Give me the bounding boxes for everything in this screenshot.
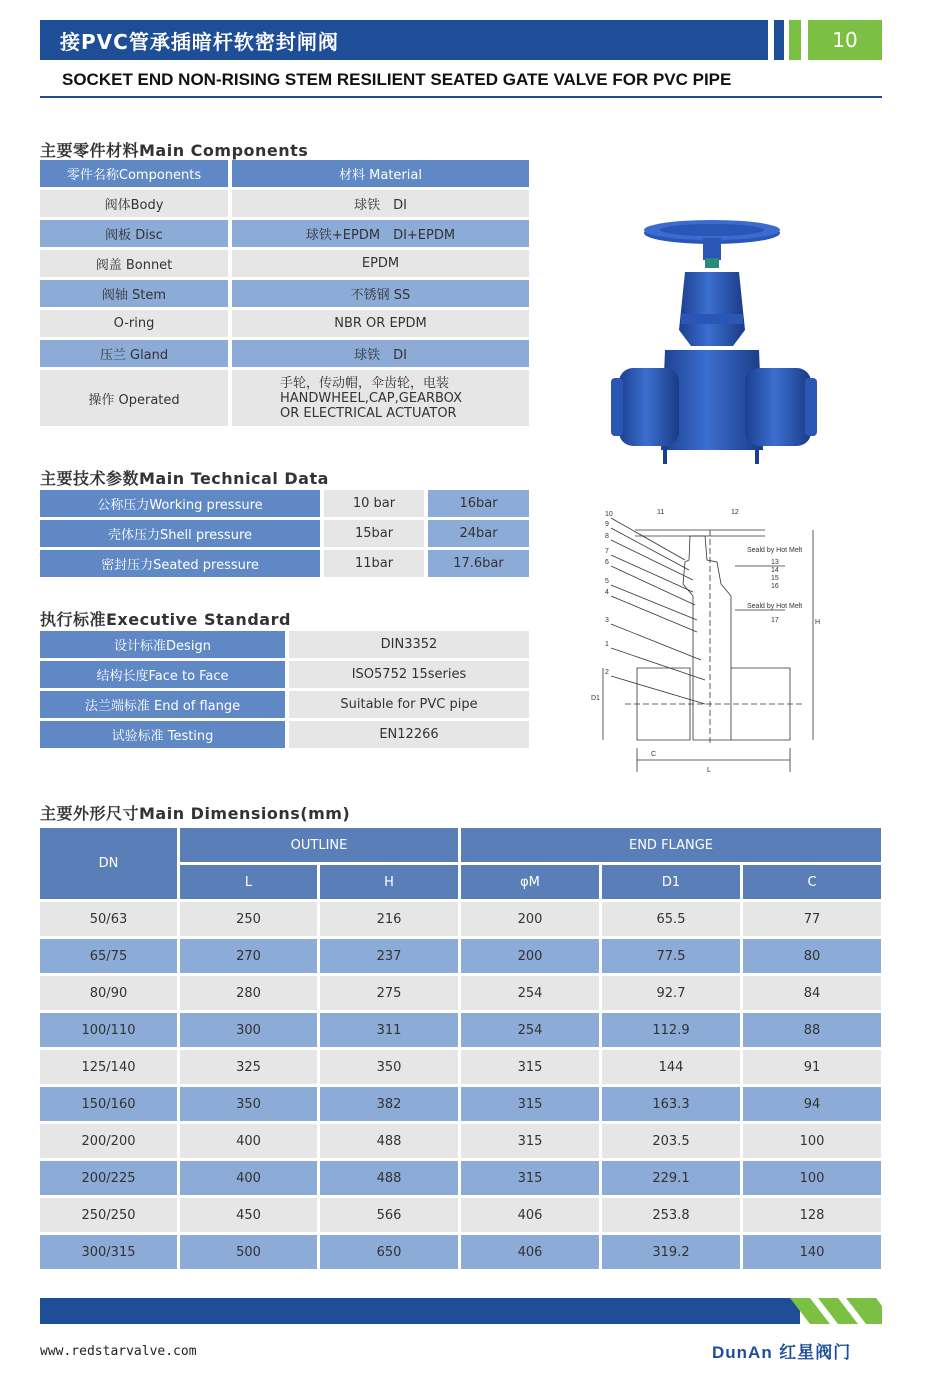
dim-cell: 128 bbox=[743, 1198, 881, 1232]
drawing-label: 10 bbox=[605, 511, 613, 518]
component-material: 球铁 DI bbox=[232, 190, 529, 217]
dim-cell: 77.5 bbox=[602, 939, 743, 973]
component-material: 不锈钢 SS bbox=[232, 280, 529, 307]
table-row bbox=[40, 1235, 881, 1269]
dim-cell: 488 bbox=[320, 1124, 461, 1158]
dim-cell: 325 bbox=[180, 1050, 320, 1084]
header-stripe bbox=[774, 20, 784, 60]
brand-name-cn: 红星阀门 bbox=[779, 1343, 852, 1362]
dim-header-flange: END FLANGE bbox=[461, 828, 881, 862]
brand-logo bbox=[712, 1338, 851, 1364]
dim-cell: 84 bbox=[743, 976, 881, 1010]
standard-title: 执行标准Executive Standard bbox=[40, 610, 291, 629]
drawing-label: 9 bbox=[605, 521, 609, 528]
dim-cell: 315 bbox=[461, 1050, 602, 1084]
dim-cell: 319.2 bbox=[602, 1235, 743, 1269]
tech-value: 16bar bbox=[428, 490, 529, 517]
technical-title: 主要技术参数Main Technical Data bbox=[40, 469, 329, 488]
drawing-label: 3 bbox=[605, 617, 609, 624]
standard-item: 法兰端标准 End of flange bbox=[40, 691, 289, 718]
dim-cell: 150/160 bbox=[40, 1087, 180, 1121]
tech-param: 密封压力Seated pressure bbox=[40, 550, 324, 577]
footer-website-link[interactable]: www.redstarvalve.com bbox=[40, 1344, 197, 1359]
drawing-label: 15 bbox=[771, 575, 779, 582]
dim-cell: 112.9 bbox=[602, 1013, 743, 1047]
component-name: 阀盖 Bonnet bbox=[40, 250, 232, 277]
page-subtitle: SOCKET END NON-RISING STEM RESILIENT SEATED GATE VALVE FOR PVC PIPE bbox=[62, 70, 732, 89]
dim-cell: 315 bbox=[461, 1087, 602, 1121]
dim-cell: 253.8 bbox=[602, 1198, 743, 1232]
drawing-label: 11 bbox=[657, 509, 665, 516]
component-material: EPDM bbox=[232, 250, 529, 277]
drawing-label: 1 bbox=[605, 641, 609, 648]
drawing-label: 4 bbox=[605, 589, 609, 596]
operated-line: HANDWHEEL,CAP,GEARBOX bbox=[280, 390, 462, 406]
standard-item: 试验标准 Testing bbox=[40, 721, 289, 748]
dim-cell: 163.3 bbox=[602, 1087, 743, 1121]
dim-cell: 566 bbox=[320, 1198, 461, 1232]
dim-cell: 254 bbox=[461, 1013, 602, 1047]
dim-cell: 406 bbox=[461, 1198, 602, 1232]
dim-subheader: L bbox=[180, 865, 320, 899]
dim-cell: 91 bbox=[743, 1050, 881, 1084]
component-name: O-ring bbox=[40, 310, 232, 337]
dim-cell: 406 bbox=[461, 1235, 602, 1269]
dim-cell: 94 bbox=[743, 1087, 881, 1121]
dim-cell: 300/315 bbox=[40, 1235, 180, 1269]
tech-param: 壳体压力Shell pressure bbox=[40, 520, 324, 547]
standard-value: DIN3352 bbox=[289, 631, 529, 658]
drawing-label: 14 bbox=[771, 567, 779, 574]
drawing-dim: C bbox=[651, 751, 657, 758]
components-header: 材料 Material bbox=[232, 160, 529, 187]
footer-stripes-icon bbox=[790, 1298, 882, 1324]
dim-cell: 300 bbox=[180, 1013, 320, 1047]
table-row bbox=[40, 1013, 881, 1047]
component-name: 阀板 Disc bbox=[40, 220, 232, 247]
dim-cell: 250 bbox=[180, 902, 320, 936]
components-title: 主要零件材料Main Components bbox=[40, 141, 309, 160]
table-row bbox=[40, 1050, 881, 1084]
component-name: 压兰 Gland bbox=[40, 340, 232, 367]
component-material: 球铁+EPDM DI+EPDM bbox=[232, 220, 529, 247]
dim-cell: 350 bbox=[180, 1087, 320, 1121]
header-stripe bbox=[789, 20, 801, 60]
dim-cell: 250/250 bbox=[40, 1198, 180, 1232]
tech-value: 11bar bbox=[324, 550, 428, 577]
operated-line: OR ELECTRICAL ACTUATOR bbox=[280, 405, 457, 421]
dim-cell: 125/140 bbox=[40, 1050, 180, 1084]
table-row bbox=[40, 976, 881, 1010]
standard-value: ISO5752 15series bbox=[289, 661, 529, 688]
table-row bbox=[40, 1087, 881, 1121]
dim-cell: 65.5 bbox=[602, 902, 743, 936]
drawing-label: 12 bbox=[731, 509, 739, 516]
components-header: 零件名称Components bbox=[40, 160, 232, 187]
dim-cell: 650 bbox=[320, 1235, 461, 1269]
standard-table bbox=[40, 628, 529, 751]
dim-cell: 280 bbox=[180, 976, 320, 1010]
components-table bbox=[40, 157, 529, 429]
dim-cell: 77 bbox=[743, 902, 881, 936]
table-row bbox=[40, 1124, 881, 1158]
dim-cell: 100/110 bbox=[40, 1013, 180, 1047]
dim-cell: 88 bbox=[743, 1013, 881, 1047]
dim-cell: 144 bbox=[602, 1050, 743, 1084]
drawing-label: 16 bbox=[771, 583, 779, 590]
dimensions-table bbox=[40, 825, 881, 1272]
drawing-dim: D1 bbox=[591, 695, 600, 702]
table-row bbox=[40, 902, 881, 936]
dim-cell: 50/63 bbox=[40, 902, 180, 936]
dim-cell: 315 bbox=[461, 1161, 602, 1195]
dim-cell: 400 bbox=[180, 1161, 320, 1195]
drawing-label: 6 bbox=[605, 559, 609, 566]
valve-technical-drawing bbox=[585, 500, 835, 785]
dim-cell: 450 bbox=[180, 1198, 320, 1232]
dim-cell: 140 bbox=[743, 1235, 881, 1269]
drawing-dim: L bbox=[707, 767, 711, 774]
dim-cell: 200/225 bbox=[40, 1161, 180, 1195]
drawing-note: Seald by Hot Melt bbox=[747, 603, 803, 610]
dim-subheader: D1 bbox=[602, 865, 743, 899]
standard-value: Suitable for PVC pipe bbox=[289, 691, 529, 718]
tech-param: 公称压力Working pressure bbox=[40, 490, 324, 517]
drawing-label: 8 bbox=[605, 533, 609, 540]
component-name: 阀轴 Stem bbox=[40, 280, 232, 307]
standard-item: 设计标准Design bbox=[40, 631, 289, 658]
drawing-label: 7 bbox=[605, 548, 609, 555]
dim-cell: 100 bbox=[743, 1124, 881, 1158]
table-row bbox=[40, 939, 881, 973]
standard-item: 结构长度Face to Face bbox=[40, 661, 289, 688]
dim-subheader: φM bbox=[461, 865, 602, 899]
component-material bbox=[232, 370, 529, 426]
drawing-label: 17 bbox=[771, 617, 779, 624]
dim-cell: 382 bbox=[320, 1087, 461, 1121]
drawing-label: 2 bbox=[605, 669, 609, 676]
dim-cell: 488 bbox=[320, 1161, 461, 1195]
table-row bbox=[40, 1198, 881, 1232]
dim-cell: 100 bbox=[743, 1161, 881, 1195]
dim-subheader: H bbox=[320, 865, 461, 899]
dim-cell: 254 bbox=[461, 976, 602, 1010]
page-number: 10 bbox=[808, 20, 882, 60]
dim-cell: 200/200 bbox=[40, 1124, 180, 1158]
brand-name-en: DunAn bbox=[712, 1343, 773, 1362]
table-row bbox=[40, 1161, 881, 1195]
drawing-dim: H bbox=[815, 619, 821, 626]
dim-cell: 200 bbox=[461, 939, 602, 973]
component-name: 阀体Body bbox=[40, 190, 232, 217]
dim-cell: 65/75 bbox=[40, 939, 180, 973]
dim-header-outline: OUTLINE bbox=[180, 828, 461, 862]
tech-value: 24bar bbox=[428, 520, 529, 547]
dim-cell: 80 bbox=[743, 939, 881, 973]
dim-cell: 275 bbox=[320, 976, 461, 1010]
dim-cell: 315 bbox=[461, 1124, 602, 1158]
dim-cell: 216 bbox=[320, 902, 461, 936]
standard-value: EN12266 bbox=[289, 721, 529, 748]
dim-cell: 270 bbox=[180, 939, 320, 973]
page-title: 接PVC管承插暗杆软密封闸阀 bbox=[60, 30, 339, 54]
tech-value: 17.6bar bbox=[428, 550, 529, 577]
drawing-note: Seald by Hot Melt bbox=[747, 547, 803, 554]
footer-bar bbox=[40, 1298, 800, 1324]
dim-cell: 203.5 bbox=[602, 1124, 743, 1158]
dim-cell: 400 bbox=[180, 1124, 320, 1158]
dim-subheader: C bbox=[743, 865, 881, 899]
operated-line: 手轮，传动帽，伞齿轮，电装 bbox=[280, 375, 450, 391]
component-material: NBR OR EPDM bbox=[232, 310, 529, 337]
dim-cell: 237 bbox=[320, 939, 461, 973]
dim-header-dn: DN bbox=[40, 828, 180, 899]
tech-value: 15bar bbox=[324, 520, 428, 547]
component-material: 球铁 DI bbox=[232, 340, 529, 367]
dim-cell: 500 bbox=[180, 1235, 320, 1269]
tech-value: 10 bar bbox=[324, 490, 428, 517]
dim-cell: 311 bbox=[320, 1013, 461, 1047]
valve-product-image bbox=[605, 210, 830, 475]
dim-cell: 80/90 bbox=[40, 976, 180, 1010]
dim-cell: 92.7 bbox=[602, 976, 743, 1010]
dim-cell: 350 bbox=[320, 1050, 461, 1084]
dim-cell: 229.1 bbox=[602, 1161, 743, 1195]
header-divider bbox=[40, 96, 882, 98]
dim-cell: 200 bbox=[461, 902, 602, 936]
dimensions-title: 主要外形尺寸Main Dimensions(mm) bbox=[40, 804, 351, 823]
drawing-label: 5 bbox=[605, 578, 609, 585]
technical-table bbox=[40, 487, 529, 580]
drawing-label: 13 bbox=[771, 559, 779, 566]
component-name: 操作 Operated bbox=[40, 370, 232, 426]
